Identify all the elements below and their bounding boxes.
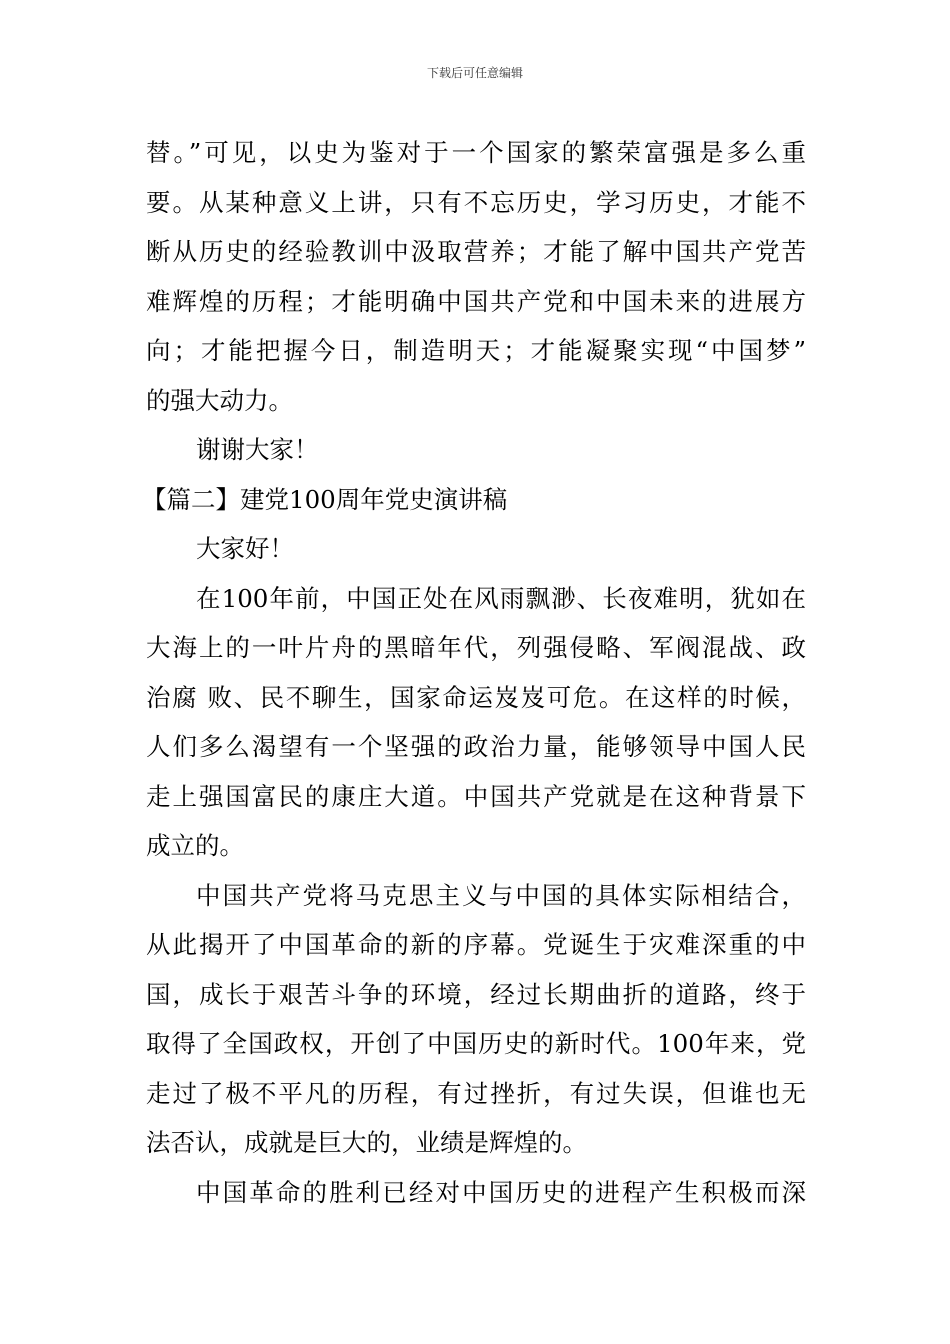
paragraph — [146, 1168, 806, 1218]
text-line: 大海上的一叶片舟的黑暗年代，列强侵略、军阀混战、政 — [146, 633, 806, 662]
paragraph — [146, 128, 806, 425]
paragraph-greeting — [146, 524, 806, 574]
text-line: 的强大动力。 — [146, 385, 293, 415]
page-header-note: 下载后可任意编辑 — [426, 66, 523, 80]
text-line: 人们多么渴望有一个坚强的政治力量，能够领导中国人民 — [146, 732, 806, 761]
text-line: 国，成长于艰苦斗争的环境，经过长期曲折的道路，终于 — [146, 979, 806, 1009]
text-line: 断从历史的经验教训中汲取营养；才能了解中国共产党苦 — [146, 237, 806, 266]
text-line: 谢谢大家！ — [196, 435, 319, 464]
text-line: 难辉煌的历程；才能明确中国共产党和中国未来的进展方 — [146, 286, 806, 316]
paragraph — [146, 871, 806, 1168]
section-heading — [142, 475, 806, 525]
text-line: 法否认，成就是巨大的，业绩是辉煌的。 — [146, 1128, 587, 1157]
text-line: 取得了全国政权，开创了中国历史的新时代。100年来，党 — [146, 1029, 806, 1058]
text-line: 治腐 败、民不聊生，国家命运岌岌可危。在这样的时候， — [146, 682, 806, 712]
text-line: 大家好！ — [196, 534, 294, 563]
text-line: 向；才能把握今日，制造明天；才能凝聚实现“中国梦” — [146, 336, 806, 365]
text-line: 替。”可见，以史为鉴对于一个国家的繁荣富强是多么重 — [146, 138, 806, 167]
paragraph — [146, 574, 806, 871]
text-line: 走上强国富民的康庄大道。中国共产党就是在这种背景下 — [146, 781, 806, 811]
text-line: 中国共产党将马克思主义与中国的具体实际相结合， — [196, 880, 806, 910]
text-line: 在100年前，中国正处在风雨飘渺、长夜难明，犹如在 — [196, 583, 806, 613]
text-line: 中国革命的胜利已经对中国历史的进程产生积极而深 — [196, 1177, 806, 1207]
text-line: 成立的。 — [146, 831, 244, 860]
text-line: 要。从某种意义上讲，只有不忘历史，学习历史，才能不 — [146, 187, 806, 217]
document-body — [142, 128, 806, 1217]
section-heading-text: 【篇二】建党100周年党史演讲稿 — [142, 484, 508, 514]
text-line: 从此揭开了中国革命的新的序幕。党诞生于灾难深重的中 — [146, 930, 806, 959]
paragraph-closing — [146, 425, 806, 475]
text-line: 走过了极不平凡的历程，有过挫折，有过失误，但谁也无 — [146, 1078, 806, 1108]
